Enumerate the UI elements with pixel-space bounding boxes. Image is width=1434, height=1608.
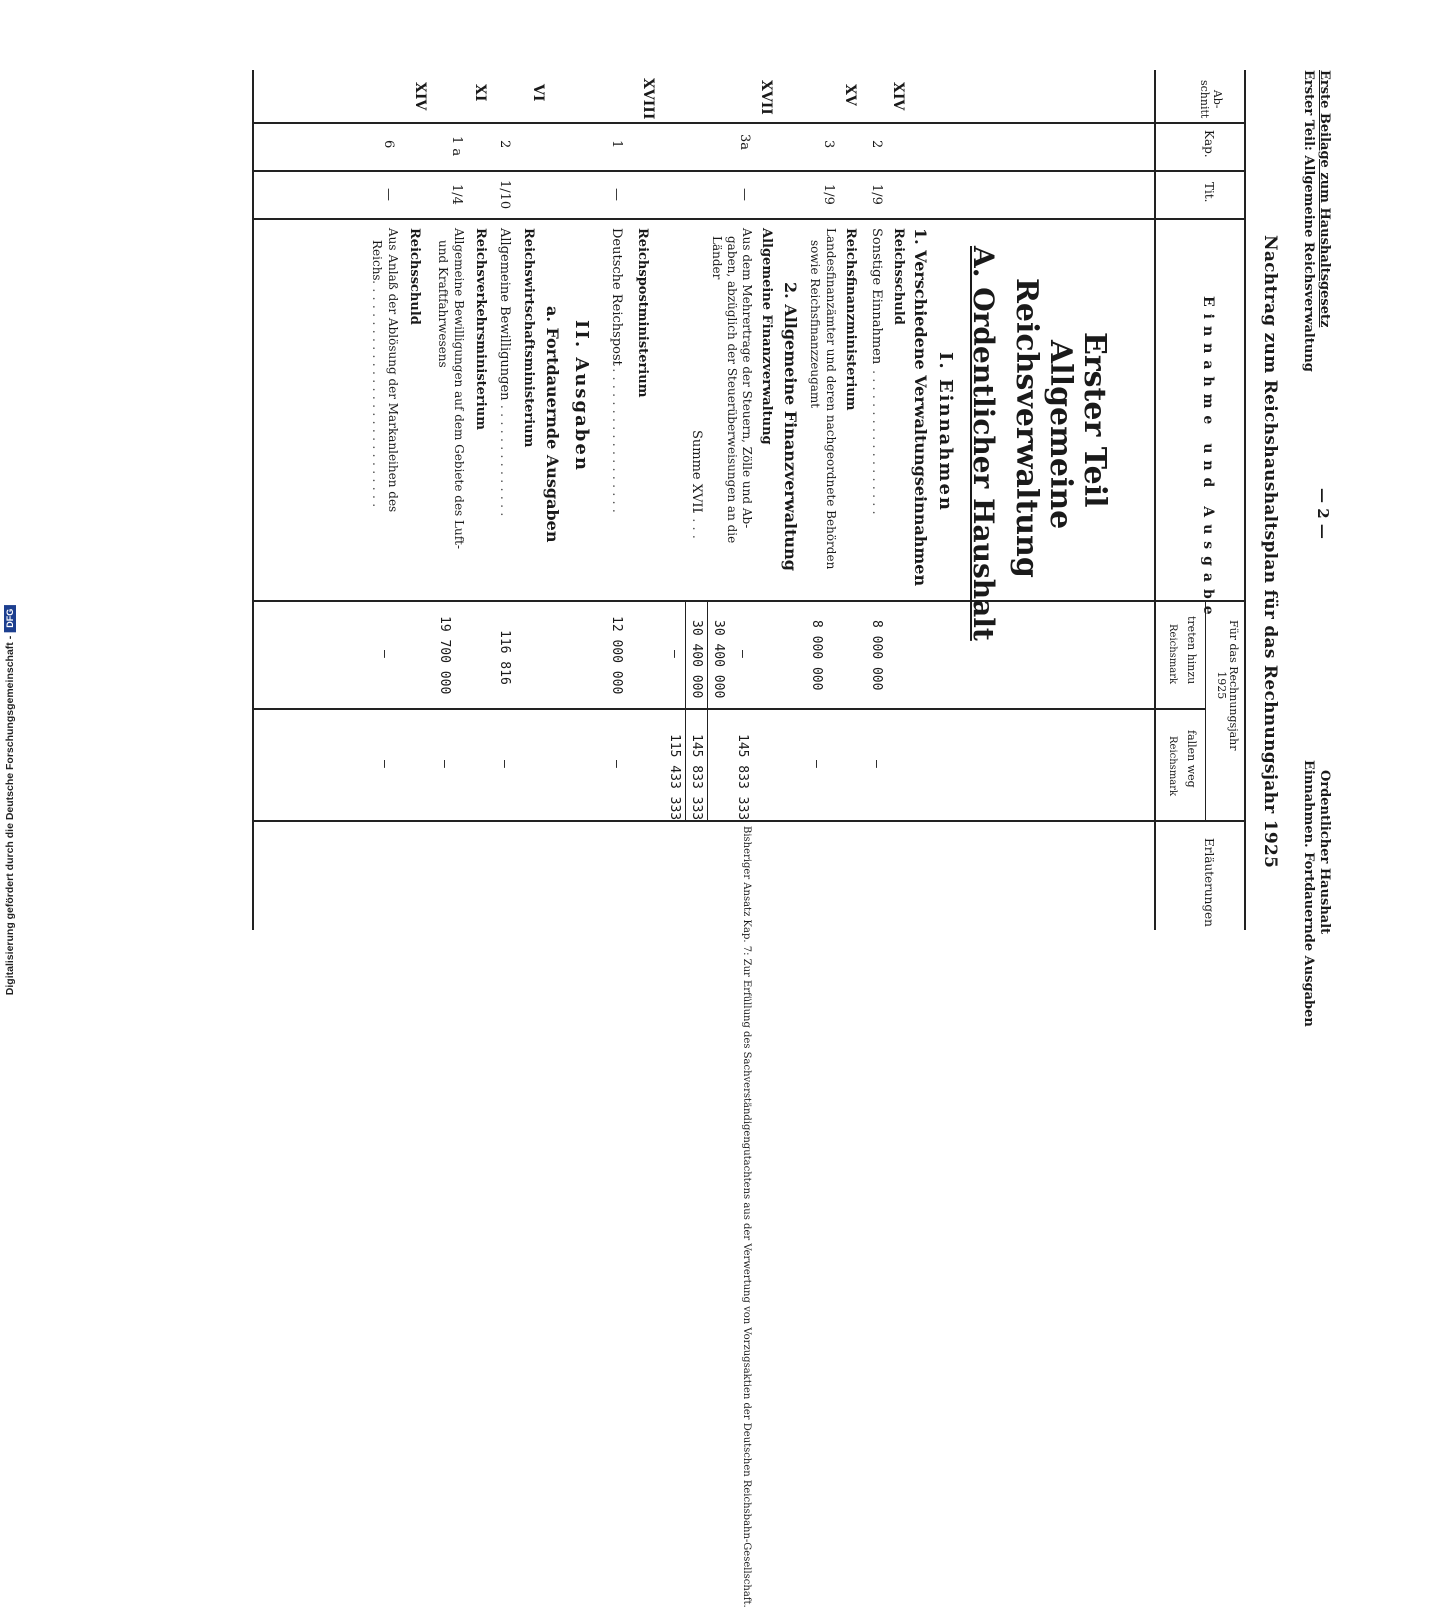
text-luft-kraft-2: und Kraftfahrwesens (436, 240, 450, 368)
hinzu-reichspost: 12 000 000 (609, 616, 624, 695)
page-title: Nachtrag zum Reichshaushaltsplan für das Rechnungsjahr 1925 (1260, 235, 1280, 869)
heading-allgemeine: Allgemeine (1043, 340, 1078, 530)
text-mehrertrag-3: Länder (710, 236, 724, 280)
heading-einnahmen: I. Einnahmen (935, 352, 956, 513)
kap-vi-2: 2 (497, 140, 512, 149)
col-divider-main (254, 600, 1246, 602)
summe-weg: 145 833 333 (689, 734, 704, 821)
abschnitt-xviii: XVIII (640, 78, 656, 120)
hinzu-sonstige: 8 000 000 (869, 620, 884, 691)
label-reichsfinanzministerium: Reichsfinanzministerium (843, 228, 858, 411)
kap-xiv-2: 2 (869, 140, 884, 149)
dots-bewilligungen: . . . . . . . . . . . . . . . . . (497, 380, 512, 517)
heading-ordentlicher-haushalt: A. Ordentlicher Haushalt (967, 246, 1000, 641)
table-bottom-rule (252, 70, 254, 930)
header-einnahmen: Einnahmen. Fortdauernde Ausgaben (1301, 760, 1316, 1027)
label-allg-finanzverwaltung: Allgemeine Finanzverwaltung (759, 228, 774, 445)
summe-rule-bottom (685, 600, 686, 820)
summe-dash: — (667, 650, 682, 658)
weg-luft-kraft: — (437, 760, 452, 768)
hinzu-bewilligungen: 116 816 (497, 630, 512, 685)
text-landesfinanzaemter-2: sowie Reichsfinanzzeugamt (808, 240, 822, 409)
weg-markanleihen: — (377, 760, 392, 768)
text-markanleihen-1: Aus Anlaß der Ablösung der Markanleihen des (386, 228, 400, 513)
text-sonstige-einnahmen: Sonstige Einnahmen (869, 228, 884, 365)
label-reichspostministerium: Reichspostministerium (635, 228, 650, 398)
col-tit: Tit. (1202, 182, 1216, 203)
table-top-rule (1244, 70, 1246, 930)
summe-hinzu: 30 400 000 (689, 620, 704, 699)
text-allg-bewilligungen: Allgemeine Bewilligungen (497, 228, 512, 401)
text-mehrertrag-2: gaben, abzüglich der Steuerüberweisungen an die (725, 236, 739, 544)
tit-xvii-3a: — (737, 188, 752, 201)
tit-xviii-1: — (609, 188, 624, 201)
dots-reichspost: . . . . . . . . . . . . . . . . . . . (609, 360, 624, 513)
kap-xv-3: 3 (821, 140, 836, 149)
heading-reichsverwaltung: Reichsverwaltung (1009, 278, 1044, 578)
col-divider-abschnitt (254, 122, 1246, 124)
col-kap: Kap. (1202, 130, 1216, 158)
kap-xi-1a: 1 a (449, 136, 464, 157)
page-number: — 2 — (1314, 488, 1332, 539)
table-head-rule (1154, 70, 1156, 930)
tit-xi-1-4: 1/4 (449, 184, 464, 205)
header-beilage: Erste Beilage zum Haushaltsgesetz (1317, 70, 1332, 328)
year-group-rule (1205, 600, 1206, 820)
label-reichsverkehrsministerium: Reichsverkehrsministerium (473, 228, 488, 430)
heading-ausgaben: II. Ausgaben (571, 320, 592, 472)
tit-vi-2: 1/10 (497, 180, 512, 210)
tit-xv-3: 1/9 (821, 184, 836, 205)
col-year-group: Für das Rechnungsjahr 1925 (1215, 620, 1240, 751)
hinzu-markanleihen: — (377, 650, 392, 658)
abschnitt-xiv-1: XIV (890, 82, 906, 111)
label-reichsschuld-2: Reichsschuld (407, 228, 422, 325)
heading-erster-teil: Erster Teil (1077, 332, 1112, 508)
document-page (170, 70, 1340, 1608)
header-ordentlich: Ordentlicher Haushalt (1317, 770, 1332, 935)
kap-xiv-6: 6 (381, 140, 396, 149)
col-unit-weg: Reichsmark (1167, 736, 1178, 797)
text-mehrertrag-1: Aus dem Mehrertrage der Steuern, Zölle und Ab- (740, 228, 754, 529)
hinzu-luft-kraft: 19 700 000 (437, 616, 452, 695)
dots-summe: . . . . (689, 510, 704, 539)
col-treten-hinzu: treten hinzu (1185, 616, 1198, 685)
col-abschnitt: Ab- schnitt (1198, 80, 1224, 119)
hinzu-mehrertrag: 30 400 000 (711, 620, 726, 699)
heading-fortdauernde: a. Fortdauernde Ausgaben (543, 306, 562, 543)
header-erster-teil: Erster Teil: Allgemeine Reichsverwaltung (1301, 70, 1316, 372)
text-landesfinanzaemter-1: Landesfinanzämter und deren nachgeordnete Behörden (824, 228, 838, 570)
heading-allg-finanzverwaltung: 2. Allgemeine Finanzverwaltung (781, 282, 800, 571)
weg-bewilligungen: — (497, 760, 512, 768)
col-divider-hinzu (254, 708, 1206, 710)
text-deutsche-reichspost: Deutsche Reichspost (609, 228, 624, 366)
weg-reichspost: — (609, 760, 624, 768)
note-erlaeuterung: Bisheriger Ansatz Kap. 7: Zur Erfüllung des Sachverständigengutachtens aus der Verwertung von Vorzugsaktien der Deutschen Reichsbahn-Gesellschaft. (741, 826, 752, 1608)
text-markanleihen-2: Reichs (370, 240, 384, 281)
weg-mehrertrag-sum: 145 833 333 (735, 734, 750, 821)
heading-verschiedene: 1. Verschiedene Verwaltungseinnahmen (911, 228, 930, 587)
abschnitt-xi: XI (472, 84, 488, 102)
col-divider-tit (254, 218, 1246, 220)
summe-net: 115 433 333 (667, 734, 682, 821)
summe-rule-top (707, 600, 708, 820)
hinzu-mehrertrag-dash: — (735, 650, 750, 658)
weg-landesfinanzaemter: — (809, 760, 824, 768)
abschnitt-vi: VI (530, 84, 546, 102)
digitization-credit (0, 0, 20, 1000)
dots-sonstige: . . . . . . . . . . . . . . . . . . (869, 370, 884, 515)
hinzu-landesfinanzaemter: 8 000 000 (809, 620, 824, 691)
tit-xiv-6: — (381, 188, 396, 201)
kap-xvii-3a: 3a (737, 134, 752, 151)
col-fallen-weg: fallen weg (1185, 730, 1198, 788)
label-reichsschuld-1: Reichsschuld (891, 228, 906, 325)
abschnitt-xiv-2: XIV (412, 82, 428, 111)
abschnitt-xvii: XVII (758, 80, 774, 115)
col-divider-kap (254, 170, 1246, 172)
label-reichswirtschaftsministerium: Reichswirtschaftsministerium (521, 228, 536, 448)
credit-text: Digitalisierung gefördert durch die Deutsche Forschungsgemeinschaft - (4, 635, 16, 996)
weg-sonstige: — (869, 760, 884, 768)
col-divider-weg (254, 820, 1246, 822)
abschnitt-xv: XV (842, 84, 858, 106)
dots-markanleihen: . . . . . . . . . . . . . . . . . . . . . . . . . . . . (369, 280, 384, 508)
col-erlaeuterungen: Erläuterungen (1202, 838, 1216, 927)
kap-xviii-1: 1 (609, 140, 624, 149)
tit-xiv-2: 1/9 (869, 184, 884, 205)
col-unit-hinzu: Reichsmark (1167, 624, 1178, 685)
dfg-logo: DFG (4, 605, 16, 632)
summe-xvii-label: Summe XVII (689, 430, 704, 513)
text-luft-kraft-1: Allgemeine Bewilligungen auf dem Gebiete des Luft- (452, 228, 466, 550)
col-einnahme-ausgabe: Einnahme und Ausgabe (1200, 296, 1216, 622)
